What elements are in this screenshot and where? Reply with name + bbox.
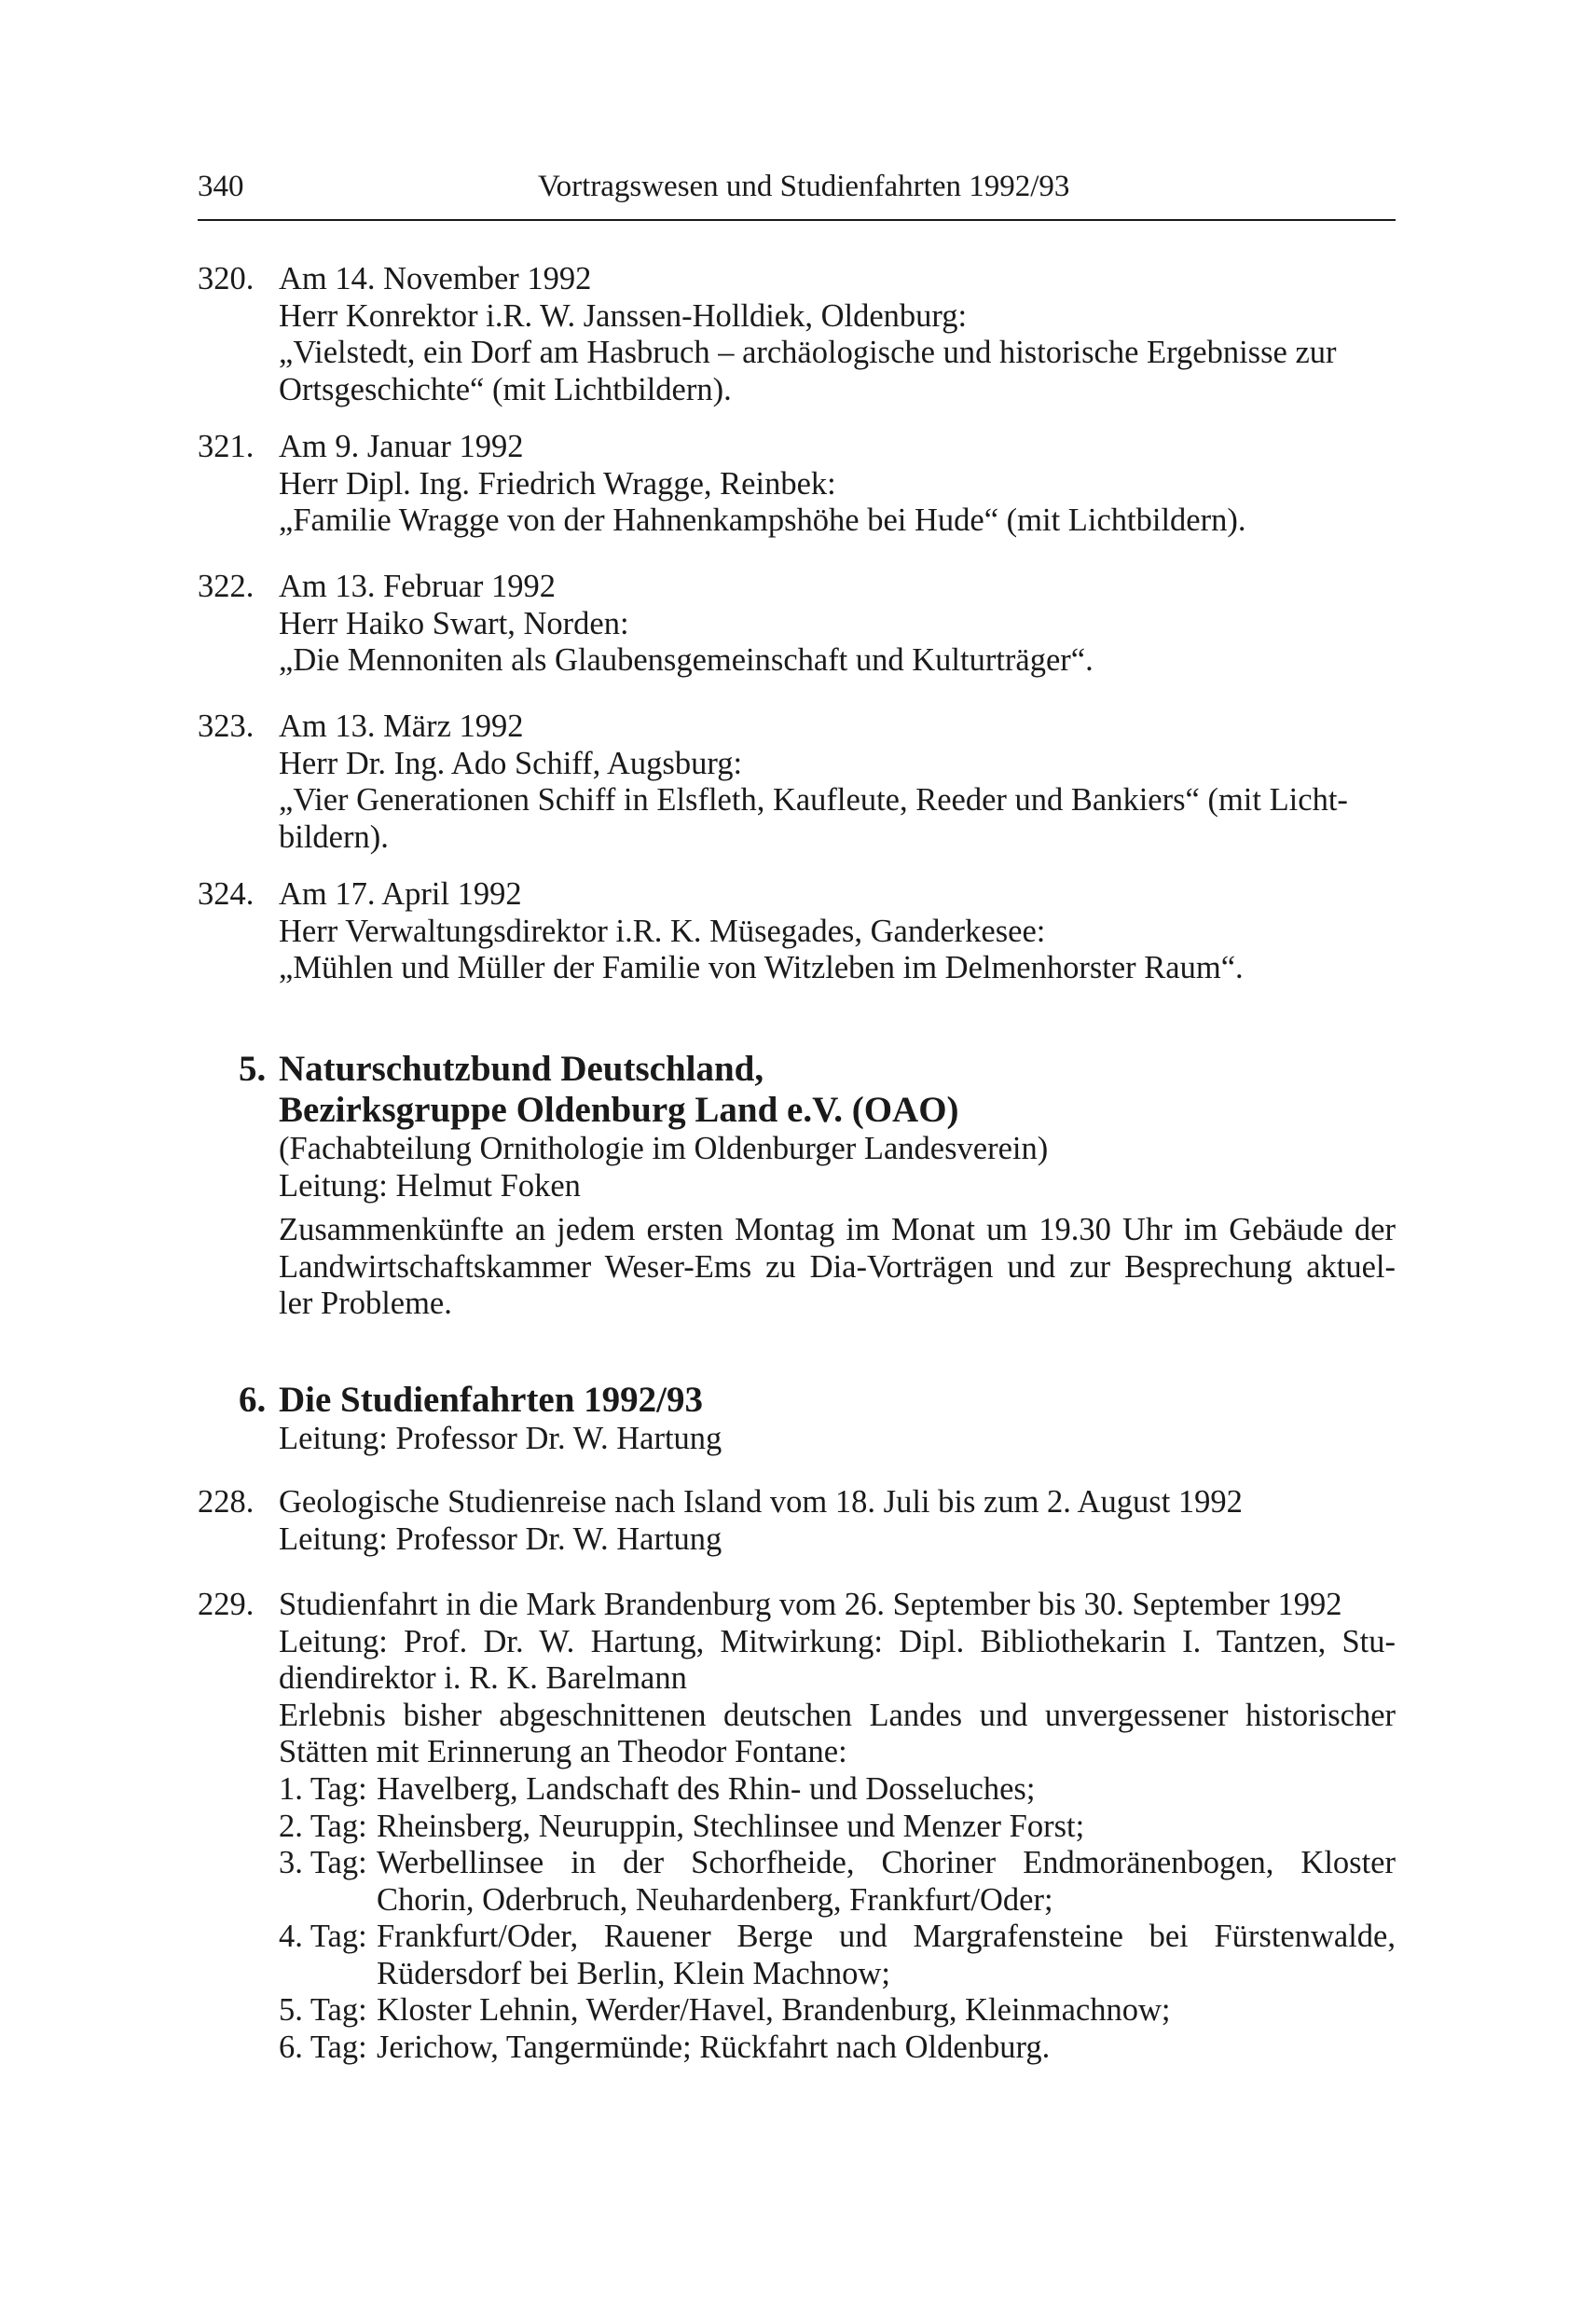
running-title: Vortragswesen und Studienfahrten 1992/93 [538, 170, 1070, 203]
day-label: 1. Tag: [279, 1771, 367, 1807]
trip-description: Stätten mit Erinnerung an Theodor Fontane: [279, 1734, 847, 1769]
trip-title: Geologische Studienreise nach Island vom 18. Juli bis zum 2. August 1992 [279, 1484, 1243, 1520]
itinerary-day [279, 1809, 1396, 1846]
paragraph-line: Zusammenkünfte an jedem ersten Montag im Monat um 19.30 Uhr im Gebäude der [279, 1212, 1396, 1247]
entry-title-line: „Die Mennoniten als Glaubensgemeinschaft und Kulturträger“. [279, 642, 1094, 678]
day-text: Havelberg, Landschaft des Rhin- und Dosseluches; [377, 1771, 1036, 1807]
entry-date: Am 14. November 1992 [279, 261, 592, 296]
day-label: 4. Tag: [279, 1919, 367, 1954]
entry-title-line: „Familie Wragge von der Hahnenkampshöhe bei Hude“ (mit Lichtbildern). [279, 502, 1246, 538]
section-6-meta [279, 1421, 1396, 1458]
entry-speaker: Herr Haiko Swart, Norden: [279, 605, 629, 641]
section-subtitle: (Fachabteilung Ornithologie im Oldenburger Landesverein) [279, 1131, 1049, 1166]
entry-number: 323. [198, 709, 255, 744]
trip-leitung: Leitung: Prof. Dr. W. Hartung, Mitwirkung: Dipl. Bibliothekarin I. Tantzen, Stu- [279, 1623, 1396, 1659]
section-title-line: Naturschutzbund Deutschland, [279, 1049, 764, 1089]
entry-date: Am 17. April 1992 [279, 876, 522, 912]
day-text: Chorin, Oderbruch, Neuhardenberg, Frankfurt/Oder; [377, 1881, 1053, 1918]
day-label: 5. Tag: [279, 1992, 367, 2028]
section-leitung: Leitung: Professor Dr. W. Hartung [279, 1421, 722, 1456]
section-5-paragraph [279, 1212, 1396, 1323]
itinerary-day [279, 1992, 1396, 2030]
entry-title-line: „Vier Generationen Schiff in Elsfleth, Kaufleute, Reeder und Bankiers“ (mit Licht- [279, 782, 1348, 818]
entry-number: 228. [198, 1484, 255, 1520]
entry-number: 229. [198, 1587, 255, 1622]
trip-description: Erlebnis bisher abgeschnittenen deutschen Landes und unvergessener historischer [279, 1697, 1396, 1733]
entry-title-line: bildern). [279, 819, 389, 855]
entry-date: Am 9. Januar 1992 [279, 429, 524, 464]
entry-speaker: Herr Konrektor i.R. W. Janssen-Holldiek, Oldenburg: [279, 297, 968, 334]
entry-number: 322. [198, 569, 255, 604]
trip-leitung: Leitung: Professor Dr. W. Hartung [279, 1521, 722, 1557]
day-text: Frankfurt/Oder, Rauener Berge und Margrafensteine bei Fürstenwalde, [377, 1919, 1396, 1954]
day-text: Jerichow, Tangermünde; Rückfahrt nach Oldenburg. [377, 2029, 1051, 2065]
paragraph-line: Landwirtschaftskammer Weser-Ems zu Dia-Vorträgen und zur Besprechung aktuel- [279, 1248, 1396, 1285]
section-title-line: Die Studienfahrten 1992/93 [279, 1380, 704, 1420]
entry-title-line: „Vielstedt, ein Dorf am Hasbruch – archäologische und historische Ergebnisse zur [279, 335, 1337, 370]
day-text: Werbellinsee in der Schorfheide, Choriner Endmoränenbogen, Kloster [377, 1845, 1396, 1880]
entry-speaker: Herr Dipl. Ing. Friedrich Wragge, Reinbek: [279, 465, 836, 502]
entry-title-line: „Mühlen und Müller der Familie von Witzleben im Delmenhorster Raum“. [279, 950, 1244, 985]
entry-title-line: Ortsgeschichte“ (mit Lichtbildern). [279, 371, 732, 407]
header-rule [198, 219, 1396, 221]
entry-number: 324. [198, 876, 255, 912]
section-5-meta [279, 1131, 1396, 1204]
entry-speaker: Herr Verwaltungsdirektor i.R. K. Müsegades, Ganderkesee: [279, 913, 1046, 949]
trip-leitung: diendirektor i. R. K. Barelmann [279, 1660, 687, 1696]
day-label: 6. Tag: [279, 2029, 367, 2065]
entry-date: Am 13. März 1992 [279, 709, 524, 744]
section-leitung: Leitung: Helmut Foken [279, 1167, 581, 1204]
section-number: 6. [239, 1380, 267, 1420]
day-label: 2. Tag: [279, 1808, 367, 1844]
trip-itinerary [279, 1771, 1396, 2066]
day-text: Kloster Lehnin, Werder/Havel, Brandenburg, Kleinmachnow; [377, 1992, 1171, 2028]
section-number: 5. [239, 1049, 267, 1089]
trip-title: Studienfahrt in die Mark Brandenburg vom 26. September bis 30. September 1992 [279, 1587, 1342, 1622]
day-text: Rüdersdorf bei Berlin, Klein Machnow; [377, 1955, 890, 1991]
itinerary-day [279, 1845, 1396, 1919]
entry-speaker: Herr Dr. Ing. Ado Schiff, Augsburg: [279, 745, 743, 781]
paragraph-line: ler Probleme. [279, 1286, 452, 1321]
itinerary-day [279, 1919, 1396, 1992]
day-text: Rheinsberg, Neuruppin, Stechlinsee und Menzer Forst; [377, 1808, 1085, 1844]
entry-date: Am 13. Februar 1992 [279, 569, 557, 604]
entry-number: 321. [198, 429, 255, 464]
itinerary-day [279, 2030, 1396, 2067]
page-number: 340 [198, 170, 244, 203]
itinerary-day [279, 1771, 1396, 1809]
section-title-line: Bezirksgruppe Oldenburg Land e.V. (OAO) [279, 1090, 959, 1130]
day-label: 3. Tag: [279, 1845, 367, 1880]
entry-number: 320. [198, 261, 255, 296]
